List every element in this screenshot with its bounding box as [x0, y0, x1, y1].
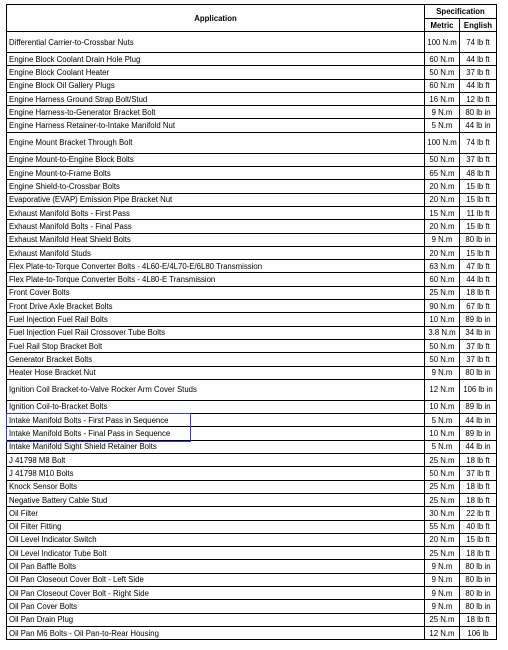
- table-row: [7, 167, 497, 180]
- table-row: [7, 626, 497, 639]
- metric-cell: 25 N.m: [425, 454, 460, 467]
- table-row: [7, 119, 497, 132]
- application-cell: Differential Carrier-to-Crossbar Nuts: [7, 32, 425, 53]
- table-row: [7, 32, 497, 53]
- english-cell: 44 lb in: [460, 440, 497, 453]
- application-cell: Heater Hose Bracket Nut: [7, 366, 425, 379]
- application-cell: Exhaust Manifold Heat Shield Bolts: [7, 233, 425, 246]
- table-row: [7, 547, 497, 560]
- application-cell: Front Cover Bolts: [7, 286, 425, 299]
- metric-cell: 5 N.m: [425, 119, 460, 132]
- metric-cell: 9 N.m: [425, 600, 460, 613]
- table-row: [7, 313, 497, 326]
- application-cell: J 41798 M8 Bolt: [7, 454, 425, 467]
- english-cell: 47 lb ft: [460, 260, 497, 273]
- table-row: [7, 427, 497, 440]
- application-cell: Oil Pan Closeout Cover Bolt - Right Side: [7, 586, 425, 599]
- table-row: [7, 106, 497, 119]
- application-cell: Oil Pan M6 Bolts - Oil Pan-to-Rear Housing: [7, 626, 425, 639]
- english-cell: 37 lb ft: [460, 467, 497, 480]
- metric-cell: 50 N.m: [425, 467, 460, 480]
- english-cell: 34 lb in: [460, 326, 497, 339]
- metric-cell: 25 N.m: [425, 493, 460, 506]
- table-row: [7, 92, 497, 105]
- table-row: [7, 600, 497, 613]
- application-cell: Oil Pan Drain Plug: [7, 613, 425, 626]
- metric-cell: 10 N.m: [425, 313, 460, 326]
- metric-cell: 16 N.m: [425, 92, 460, 105]
- application-cell: Oil Level Indicator Tube Bolt: [7, 547, 425, 560]
- english-cell: 18 lb ft: [460, 454, 497, 467]
- table-row: [7, 286, 497, 299]
- english-cell: 15 lb ft: [460, 180, 497, 193]
- english-cell: 40 lb ft: [460, 520, 497, 533]
- application-cell: Ignition Coil Bracket-to-Valve Rocker Arm Cover Studs: [7, 379, 425, 400]
- application-cell: Evaporative (EVAP) Emission Pipe Bracket Nut: [7, 193, 425, 206]
- english-cell: 80 lb in: [460, 366, 497, 379]
- torque-spec-table: [6, 4, 497, 640]
- application-cell: Oil Filter: [7, 507, 425, 520]
- application-cell: Engine Block Coolant Drain Hole Plug: [7, 53, 425, 66]
- application-cell: Engine Harness Retainer-to-Intake Manifold Nut: [7, 119, 425, 132]
- metric-cell: 9 N.m: [425, 586, 460, 599]
- english-cell: 18 lb ft: [460, 480, 497, 493]
- table-row: [7, 533, 497, 546]
- table-row: [7, 454, 497, 467]
- application-cell: Engine Block Oil Gallery Plugs: [7, 79, 425, 92]
- application-cell: Flex Plate-to-Torque Converter Bolts - 4L60-E/4L70-E/6L80 Transmission: [7, 260, 425, 273]
- metric-cell: 9 N.m: [425, 366, 460, 379]
- application-cell: Oil Pan Baffle Bolts: [7, 560, 425, 573]
- application-cell: Engine Harness-to-Generator Bracket Bolt: [7, 106, 425, 119]
- table-row: [7, 560, 497, 573]
- spec-table-container: [6, 4, 496, 640]
- metric-cell: 10 N.m: [425, 427, 460, 440]
- table-row: [7, 379, 497, 400]
- application-cell: Intake Manifold Bolts - Final Pass in Sequence: [7, 427, 425, 440]
- metric-cell: 12 N.m: [425, 379, 460, 400]
- english-cell: 37 lb ft: [460, 339, 497, 352]
- table-row: [7, 573, 497, 586]
- application-cell: Engine Mount Bracket Through Bolt: [7, 132, 425, 153]
- english-cell: 44 lb ft: [460, 79, 497, 92]
- metric-cell: 25 N.m: [425, 286, 460, 299]
- table-header: [7, 5, 497, 32]
- application-cell: Exhaust Manifold Bolts - Final Pass: [7, 220, 425, 233]
- metric-cell: 50 N.m: [425, 339, 460, 352]
- english-cell: 15 lb ft: [460, 220, 497, 233]
- english-cell: 44 lb in: [460, 414, 497, 427]
- metric-cell: 60 N.m: [425, 79, 460, 92]
- application-cell: Fuel Rail Stop Bracket Bolt: [7, 339, 425, 352]
- table-row: [7, 520, 497, 533]
- english-header: English: [460, 19, 497, 32]
- application-cell: Oil Pan Closeout Cover Bolt - Left Side: [7, 573, 425, 586]
- application-cell: J 41798 M10 Bolts: [7, 467, 425, 480]
- metric-cell: 20 N.m: [425, 220, 460, 233]
- application-cell: Knock Sensor Bolts: [7, 480, 425, 493]
- english-cell: 15 lb ft: [460, 193, 497, 206]
- application-cell: Engine Shield-to-Crossbar Bolts: [7, 180, 425, 193]
- english-cell: 18 lb ft: [460, 547, 497, 560]
- table-row: [7, 326, 497, 339]
- english-cell: 89 lb in: [460, 427, 497, 440]
- english-cell: 80 lb in: [460, 573, 497, 586]
- metric-cell: 12 N.m: [425, 626, 460, 639]
- table-row: [7, 480, 497, 493]
- english-cell: 48 lb ft: [460, 167, 497, 180]
- application-cell: Engine Mount-to-Frame Bolts: [7, 167, 425, 180]
- metric-cell: 90 N.m: [425, 300, 460, 313]
- metric-cell: 25 N.m: [425, 547, 460, 560]
- application-cell: Ignition Coil-to-Bracket Bolts: [7, 400, 425, 413]
- application-cell: Exhaust Manifold Bolts - First Pass: [7, 206, 425, 219]
- english-cell: 18 lb ft: [460, 493, 497, 506]
- metric-cell: 15 N.m: [425, 206, 460, 219]
- table-row: [7, 300, 497, 313]
- english-cell: 74 lb ft: [460, 132, 497, 153]
- english-cell: 37 lb ft: [460, 353, 497, 366]
- english-cell: 37 lb ft: [460, 66, 497, 79]
- metric-cell: 20 N.m: [425, 180, 460, 193]
- application-cell: Oil Pan Cover Bolts: [7, 600, 425, 613]
- application-cell: Intake Manifold Bolts - First Pass in Sequence: [7, 414, 425, 427]
- table-row: [7, 586, 497, 599]
- table-row: [7, 180, 497, 193]
- metric-cell: 65 N.m: [425, 167, 460, 180]
- table-row: [7, 206, 497, 219]
- metric-cell: 20 N.m: [425, 533, 460, 546]
- application-cell: Fuel Injection Fuel Rail Crossover Tube Bolts: [7, 326, 425, 339]
- metric-cell: 55 N.m: [425, 520, 460, 533]
- metric-cell: 63 N.m: [425, 260, 460, 273]
- english-cell: 74 lb ft: [460, 32, 497, 53]
- table-row: [7, 414, 497, 427]
- application-header: Application: [7, 5, 425, 32]
- english-cell: 80 lb in: [460, 106, 497, 119]
- metric-cell: 60 N.m: [425, 273, 460, 286]
- metric-cell: 9 N.m: [425, 573, 460, 586]
- english-cell: 80 lb in: [460, 586, 497, 599]
- metric-cell: 10 N.m: [425, 400, 460, 413]
- table-row: [7, 493, 497, 506]
- table-row: [7, 153, 497, 166]
- english-cell: 80 lb in: [460, 600, 497, 613]
- metric-cell: 50 N.m: [425, 353, 460, 366]
- english-cell: 18 lb ft: [460, 286, 497, 299]
- metric-cell: 100 N.m: [425, 32, 460, 53]
- specification-header: Specification: [425, 5, 497, 19]
- table-row: [7, 66, 497, 79]
- metric-cell: 50 N.m: [425, 153, 460, 166]
- metric-cell: 5 N.m: [425, 414, 460, 427]
- english-cell: 15 lb ft: [460, 533, 497, 546]
- metric-cell: 100 N.m: [425, 132, 460, 153]
- table-row: [7, 467, 497, 480]
- table-row: [7, 132, 497, 153]
- metric-cell: 3.8 N.m: [425, 326, 460, 339]
- metric-cell: 20 N.m: [425, 193, 460, 206]
- table-row: [7, 440, 497, 453]
- application-cell: Oil Filter Fitting: [7, 520, 425, 533]
- english-cell: 44 lb ft: [460, 53, 497, 66]
- metric-cell: 5 N.m: [425, 440, 460, 453]
- application-cell: Engine Block Coolant Heater: [7, 66, 425, 79]
- application-cell: Exhaust Manifold Studs: [7, 246, 425, 259]
- application-cell: Front Drive Axle Bracket Bolts: [7, 300, 425, 313]
- english-cell: 67 lb ft: [460, 300, 497, 313]
- metric-cell: 25 N.m: [425, 613, 460, 626]
- english-cell: 37 lb ft: [460, 153, 497, 166]
- table-row: [7, 79, 497, 92]
- english-cell: 15 lb ft: [460, 246, 497, 259]
- english-cell: 44 lb in: [460, 119, 497, 132]
- application-cell: Oil Level Indicator Switch: [7, 533, 425, 546]
- english-cell: 106 lb in: [460, 379, 497, 400]
- metric-cell: 60 N.m: [425, 53, 460, 66]
- english-cell: 106 lb: [460, 626, 497, 639]
- application-cell: Intake Manifold Sight Shield Retainer Bolts: [7, 440, 425, 453]
- table-row: [7, 53, 497, 66]
- metric-cell: 50 N.m: [425, 66, 460, 79]
- english-cell: 12 lb ft: [460, 92, 497, 105]
- english-cell: 22 lb ft: [460, 507, 497, 520]
- application-cell: Engine Harness Ground Strap Bolt/Stud: [7, 92, 425, 105]
- metric-header: Metric: [425, 19, 460, 32]
- application-cell: Negative Battery Cable Stud: [7, 493, 425, 506]
- english-cell: 18 lb ft: [460, 613, 497, 626]
- application-cell: Flex Plate-to-Torque Converter Bolts - 4L80-E Transmission: [7, 273, 425, 286]
- english-cell: 44 lb ft: [460, 273, 497, 286]
- english-cell: 89 lb in: [460, 313, 497, 326]
- table-row: [7, 400, 497, 413]
- metric-cell: 9 N.m: [425, 233, 460, 246]
- english-cell: 80 lb in: [460, 233, 497, 246]
- application-cell: Engine Mount-to-Engine Block Bolts: [7, 153, 425, 166]
- table-row: [7, 220, 497, 233]
- metric-cell: 30 N.m: [425, 507, 460, 520]
- table-row: [7, 339, 497, 352]
- table-row: [7, 273, 497, 286]
- english-cell: 11 lb ft: [460, 206, 497, 219]
- english-cell: 89 lb in: [460, 400, 497, 413]
- table-body: [7, 32, 497, 640]
- table-row: [7, 507, 497, 520]
- table-row: [7, 613, 497, 626]
- table-row: [7, 260, 497, 273]
- english-cell: 80 lb in: [460, 560, 497, 573]
- application-cell: Fuel Injection Fuel Rail Bolts: [7, 313, 425, 326]
- table-row: [7, 366, 497, 379]
- table-row: [7, 353, 497, 366]
- metric-cell: 25 N.m: [425, 480, 460, 493]
- metric-cell: 9 N.m: [425, 106, 460, 119]
- metric-cell: 9 N.m: [425, 560, 460, 573]
- table-row: [7, 233, 497, 246]
- metric-cell: 20 N.m: [425, 246, 460, 259]
- table-row: [7, 193, 497, 206]
- application-cell: Generator Bracket Bolts: [7, 353, 425, 366]
- table-row: [7, 246, 497, 259]
